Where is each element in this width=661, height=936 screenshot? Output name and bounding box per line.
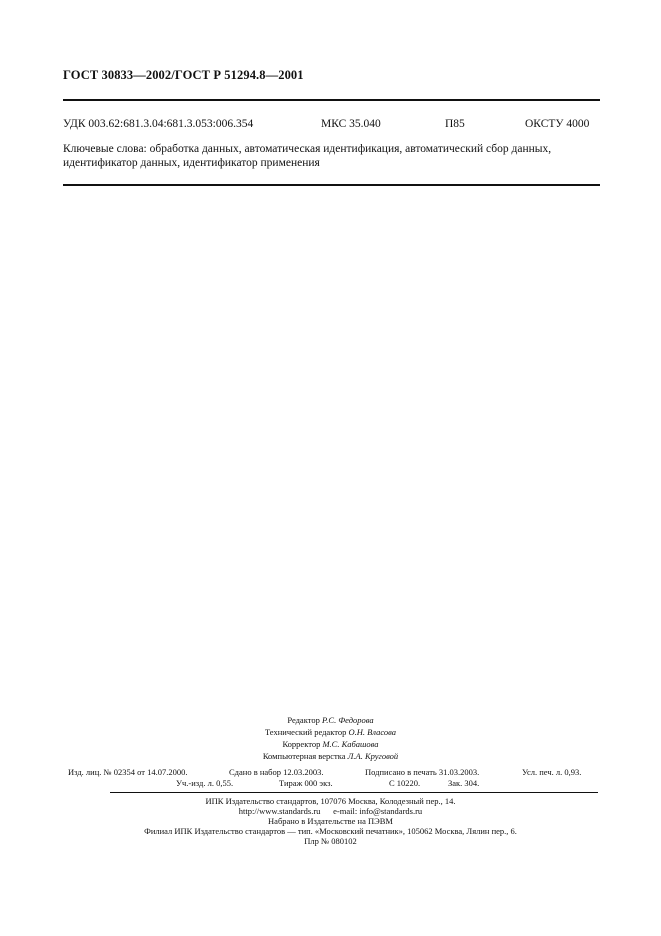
credit-layout <box>0 750 661 762</box>
credit-editor <box>0 714 661 726</box>
print-sheets: Усл. печ. л. 0,93. <box>522 767 582 777</box>
footer-divider <box>110 792 598 793</box>
order-number: Зак. 304. <box>448 778 480 788</box>
keywords <box>63 142 603 170</box>
document-code: ГОСТ 30833—2002/ГОСТ Р 51294.8—2001 <box>63 68 304 82</box>
okstu-code: ОКСТУ 4000 <box>525 118 590 130</box>
publishing-sheets: Уч.-изд. л. 0,55. <box>176 778 234 788</box>
credit-person: Р.С. Федорова <box>321 715 374 725</box>
publisher-license: Изд. лиц. № 02354 от 14.07.2000. <box>68 767 188 777</box>
credit-person: О.Н. Власова <box>348 727 397 737</box>
credit-role: Корректор <box>282 739 321 749</box>
udk-code: УДК 003.62:681.3.04:681.3.053:006.354 <box>63 118 254 130</box>
mks-code: МКС 35.040 <box>321 118 381 130</box>
publisher-address: ИПК Издательство стандартов, 107076 Москва, Колодезный пер., 14. <box>205 796 456 806</box>
publisher-web-email: http://www.standards.ru e-mail: info@standards.ru <box>238 806 423 816</box>
circulation: Тираж 000 экз. <box>279 778 333 788</box>
credit-role: Технический редактор <box>264 727 347 737</box>
credits-block <box>0 714 661 762</box>
credit-role: Компьютерная верстка <box>262 751 346 761</box>
c-number: С 10220. <box>389 778 421 788</box>
credit-tech-editor <box>0 726 661 738</box>
sent-to-set-date: Сдано в набор 12.03.2003. <box>229 767 324 777</box>
keywords-line-1: Ключевые слова: обработка данных, автоматическая идентификация, автоматический сбор данных, <box>63 143 552 155</box>
credit-corrector <box>0 738 661 750</box>
credit-person: М.С. Кабашова <box>322 739 379 749</box>
keywords-line-2: идентификатор данных, идентификатор применения <box>63 157 320 169</box>
signed-date: Подписано в печать 31.03.2003. <box>365 767 480 777</box>
credit-role: Редактор <box>287 715 320 725</box>
middle-divider <box>63 184 600 186</box>
typeset-note: Набрано в Издательстве на ПЭВМ <box>268 816 393 826</box>
group-code: П85 <box>445 118 465 130</box>
branch-address: Филиал ИПК Издательство стандартов — тип. «Московский печатник», 105062 Москва, Лялин пер., 6. <box>144 826 517 836</box>
top-divider <box>63 99 600 101</box>
credit-person: Л.А. Круговой <box>347 751 399 761</box>
print-license: Плр № 080102 <box>304 836 357 846</box>
